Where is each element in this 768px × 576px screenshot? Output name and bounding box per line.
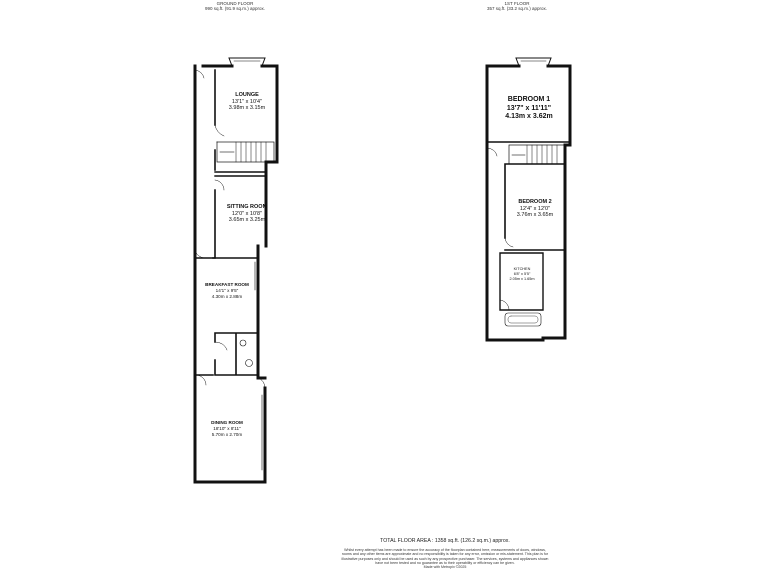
first-floor-area: 357 sq.ft. (33.2 sq.m.) approx. [486,6,548,11]
room-label-lounge [216,92,278,112]
room-name: SITTING ROOM [226,204,268,210]
room-label-bedroom-1 [490,96,568,122]
room-imperial: 18'10" x 8'11" [213,425,241,431]
ground-floor-area: 990 sq.ft. (91.9 sq.m.) approx. [204,6,266,11]
ground-wc [215,333,258,375]
room-metric: 4.30m x 2.88m [211,293,243,299]
room-name: BEDROOM 2 [518,199,552,205]
room-label-dining-room [196,420,258,437]
room-metric: 3.98m x 3.15m [228,105,266,111]
ground-inner-wall [195,70,215,258]
room-label-breakfast-room [196,282,258,299]
room-name: KITCHEN [513,267,531,271]
room-label-sitting-room [214,204,280,224]
room-name: DINING ROOM [211,420,243,425]
ground-floor-title: GROUND FLOOR [216,1,254,6]
bathtub [505,313,541,326]
room-metric: 3.76m x 3.65m [516,212,554,218]
room-imperial: 12'4" x 12'0" [519,205,551,212]
room-name: LOUNGE [235,92,259,98]
room-metric: 5.70m x 2.70m [211,431,243,437]
room-imperial: 13'7" x 11'11" [506,104,552,112]
first-floor-title: 1ST FLOOR [504,1,530,6]
room-name: BEDROOM 1 [507,96,551,103]
room-name: BREAKFAST ROOM [205,282,249,287]
room-label-bedroom-2 [506,199,564,219]
total-floor-area: TOTAL FLOOR AREA : 1358 sq.ft. (126.2 sq.m.) approx. [380,538,510,544]
room-imperial: 12'0" x 10'8" [231,210,263,217]
lounge-bay-window [229,58,265,66]
room-metric: 3.65m x 3.25m [228,217,266,223]
room-label-kitchen [502,267,542,281]
credit-text: Made with Metropix ©2025 [423,565,467,570]
room-imperial: 6'8" x 5'5" [513,271,531,276]
bed1-bay-window [516,58,551,66]
disclaimer-text: Whilst every attempt has been made to ensure the accuracy of the floorplan contained here, measurements of doors, windows, rooms and any other items are approximate and no responsibility is taken for any error, omission or mis-statement. This plan is for illustrative purposes only and should be used as such by any prospective purchaser. The services, systems and appliances shown have not been tested and no guarantee as to their operability or efficiency can be given. [341,548,549,565]
room-metric: 4.13m x 3.62m [505,113,553,120]
room-imperial: 14'1" x 9'5" [215,287,239,293]
room-metric: 2.05m x 1.65m [509,276,535,281]
wc-toilet [246,360,253,367]
room-imperial: 13'1" x 10'4" [231,98,263,105]
